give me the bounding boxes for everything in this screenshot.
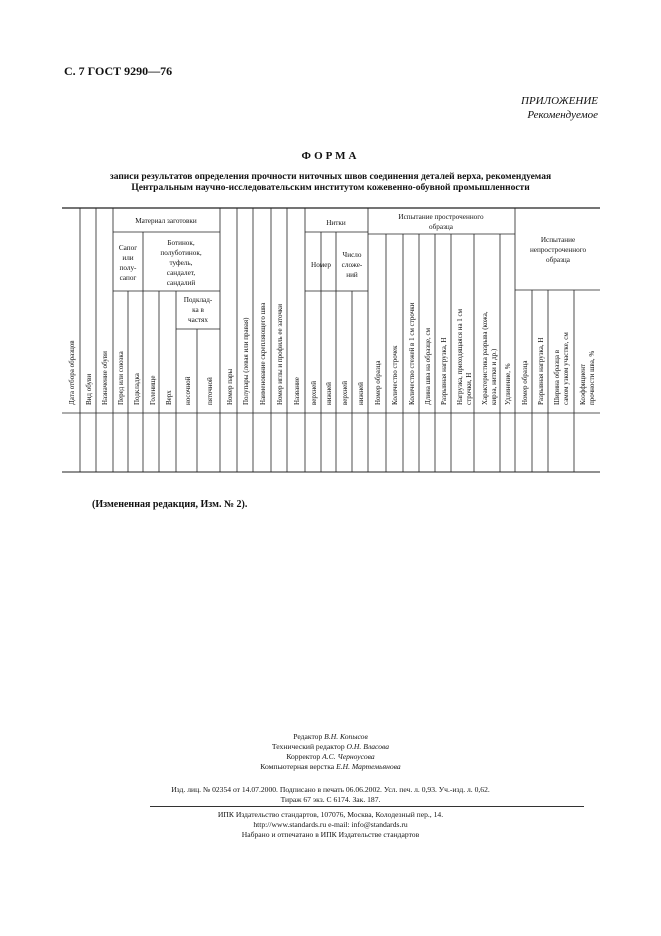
col-break-type-line1: Характеристика разрыва (кожа,	[481, 311, 489, 405]
subgroup-shoes-line3: туфель,	[169, 259, 193, 267]
col-toe-lining: носочной	[184, 376, 192, 405]
col-sample-width-line1: Ширина образца в	[553, 350, 561, 405]
appendix-label: ПРИЛОЖЕНИЕ	[521, 95, 598, 107]
col-ply-lower: нижней	[357, 382, 365, 405]
credit-layout-name: Е.Н. Мартемьянова	[336, 762, 401, 771]
subgroup-shoes-line2: полуботинок,	[160, 249, 202, 257]
col-thread-name: Название	[293, 377, 301, 405]
col-needle-number: Номер иглы и профиль ее заточки	[276, 304, 284, 405]
divider	[150, 806, 584, 807]
group-unstitched-line2: непростроченного	[529, 246, 587, 254]
publisher-line1: ИПК Издательство стандартов, 107076, Москва, Колодезный пер., 14.	[217, 810, 444, 819]
col-load-per-cm-line2: строчки, Н	[465, 372, 473, 405]
subgroup-shoes-line4: сандалет,	[166, 269, 196, 277]
credit-editor	[0, 732, 661, 742]
col-load-per-cm-line1: Нагрузка, приходящаяся на 1 см	[456, 308, 464, 405]
col-lining: Подкладка	[133, 373, 141, 405]
credit-proof-name: А.С. Черноусова	[322, 752, 375, 761]
col-number-upper: верхней	[310, 381, 318, 405]
publisher-block	[0, 810, 661, 840]
subgroup-boots-line2: или	[122, 254, 134, 262]
subgroup-lining-line2: ка в	[192, 306, 204, 314]
group-headers	[119, 213, 587, 324]
subgroup-lining-line1: Подклад-	[183, 296, 213, 304]
subgroup-ply-line2: сложе-	[341, 261, 363, 269]
group-unstitched-line3: образца	[546, 256, 570, 264]
credits-block	[0, 732, 661, 772]
subgroup-boots-line3: полу-	[119, 264, 137, 272]
col-elongation: Удлинение, %	[504, 363, 512, 405]
col-strength-coef-line1: Коэффициент	[579, 363, 587, 405]
subgroup-lining-line3: частях	[188, 316, 208, 324]
col-ply-upper: верхней	[341, 381, 349, 405]
change-note: (Измененная редакция, Изм. № 2).	[92, 499, 248, 510]
group-unstitched-line1: Испытание	[540, 236, 576, 244]
credit-editor-name: В.Н. Копысов	[324, 732, 368, 741]
col-sample-number: Номер образца	[374, 360, 382, 405]
credit-tech-editor	[0, 742, 661, 752]
subgroup-ply-line3: ний	[346, 271, 358, 279]
credit-proof-role: Корректор	[286, 752, 321, 761]
column-headers	[68, 302, 596, 405]
imprint-block	[0, 785, 661, 805]
col-shoe-type: Вид обуви	[85, 373, 93, 405]
group-material: Материал заготовки	[135, 217, 197, 225]
col-shoe-purpose: Назначение обуви	[101, 351, 109, 405]
form-title: ФОРМА	[301, 150, 360, 162]
col-bootleg: Голенище	[149, 375, 157, 405]
form-subtitle-line1: записи результатов определения прочности ниточных швов соединения деталей верха, рекомендуемая	[109, 172, 552, 182]
col-sample-width-line2: самом узком участке, см	[562, 332, 570, 405]
col-stitch-lines: Количество строчек	[391, 345, 399, 405]
credit-layout	[0, 762, 661, 772]
group-threads: Нитки	[326, 219, 346, 227]
subgroup-shoes-line1: Ботинок,	[167, 239, 195, 247]
group-stitched-line1: Испытание простроченного	[398, 213, 484, 221]
col-sample-date: Дата отбора образцов	[68, 340, 76, 405]
subgroup-number: Номер	[311, 261, 331, 269]
subgroup-ply-line1: Число	[342, 251, 362, 259]
subgroup-shoes-line5: сандалий	[166, 279, 196, 287]
publisher-line2: http://www.standards.ru e-mail: info@standards.ru	[253, 820, 408, 829]
credit-tech-name: О.Н. Власова	[346, 742, 390, 751]
col-unstitched-sample-number: Номер образца	[521, 360, 529, 405]
appendix-status: Рекомендуемое	[527, 109, 598, 121]
col-number-lower: нижней	[325, 382, 333, 405]
imprint-line2: Тираж 67 экз. С 6174. Зак. 187.	[280, 795, 381, 804]
publisher-line3: Набрано и отпечатано в ИПК Издательстве стандартов	[241, 830, 420, 839]
col-half-pair: Полупары (левая или правая)	[242, 317, 250, 405]
credit-tech-role: Технический редактор	[271, 742, 345, 751]
col-pair-number: Номер пары	[226, 368, 234, 405]
col-seam-name: Наименование скрепляющего шва	[259, 302, 267, 405]
col-stitches-per-cm: Количество стежей в 1 см строчки	[408, 302, 416, 405]
credit-editor-role: Редактор	[293, 732, 323, 741]
credit-layout-role: Компьютерная верстка	[260, 762, 335, 771]
col-breaking-load: Разрывная нагрузка, Н	[440, 337, 448, 405]
col-seam-length: Длина шва на образце, см	[424, 327, 432, 405]
col-unstitched-breaking-load: Разрывная нагрузка, Н	[537, 337, 545, 405]
col-break-type-line2: кирза, нитки и др.)	[490, 348, 498, 405]
col-heel-lining: пяточной	[206, 377, 214, 405]
table-grid	[62, 208, 600, 472]
credit-proofreader	[0, 752, 661, 762]
form-subtitle-line2: Центральным научно-исследовательским институтом кожевенно-обувной промышленности	[131, 183, 530, 193]
subgroup-boots-line1: Сапог	[118, 244, 138, 252]
imprint-line1: Изд. лиц. № 02354 от 14.07.2000. Подписано в печать 06.06.2002. Усл. печ. л. 0,93. Уч.-изд. л. 0,62.	[171, 785, 490, 794]
subgroup-boots-line4: сапог	[119, 274, 137, 282]
group-stitched-line2: образца	[429, 223, 453, 231]
col-strength-coef-line2: прочности шва, %	[588, 350, 596, 405]
col-vamp: Перед или союзка	[117, 351, 125, 405]
page-header: С. 7 ГОСТ 9290—76	[64, 64, 173, 78]
col-upper: Верх	[165, 390, 173, 405]
